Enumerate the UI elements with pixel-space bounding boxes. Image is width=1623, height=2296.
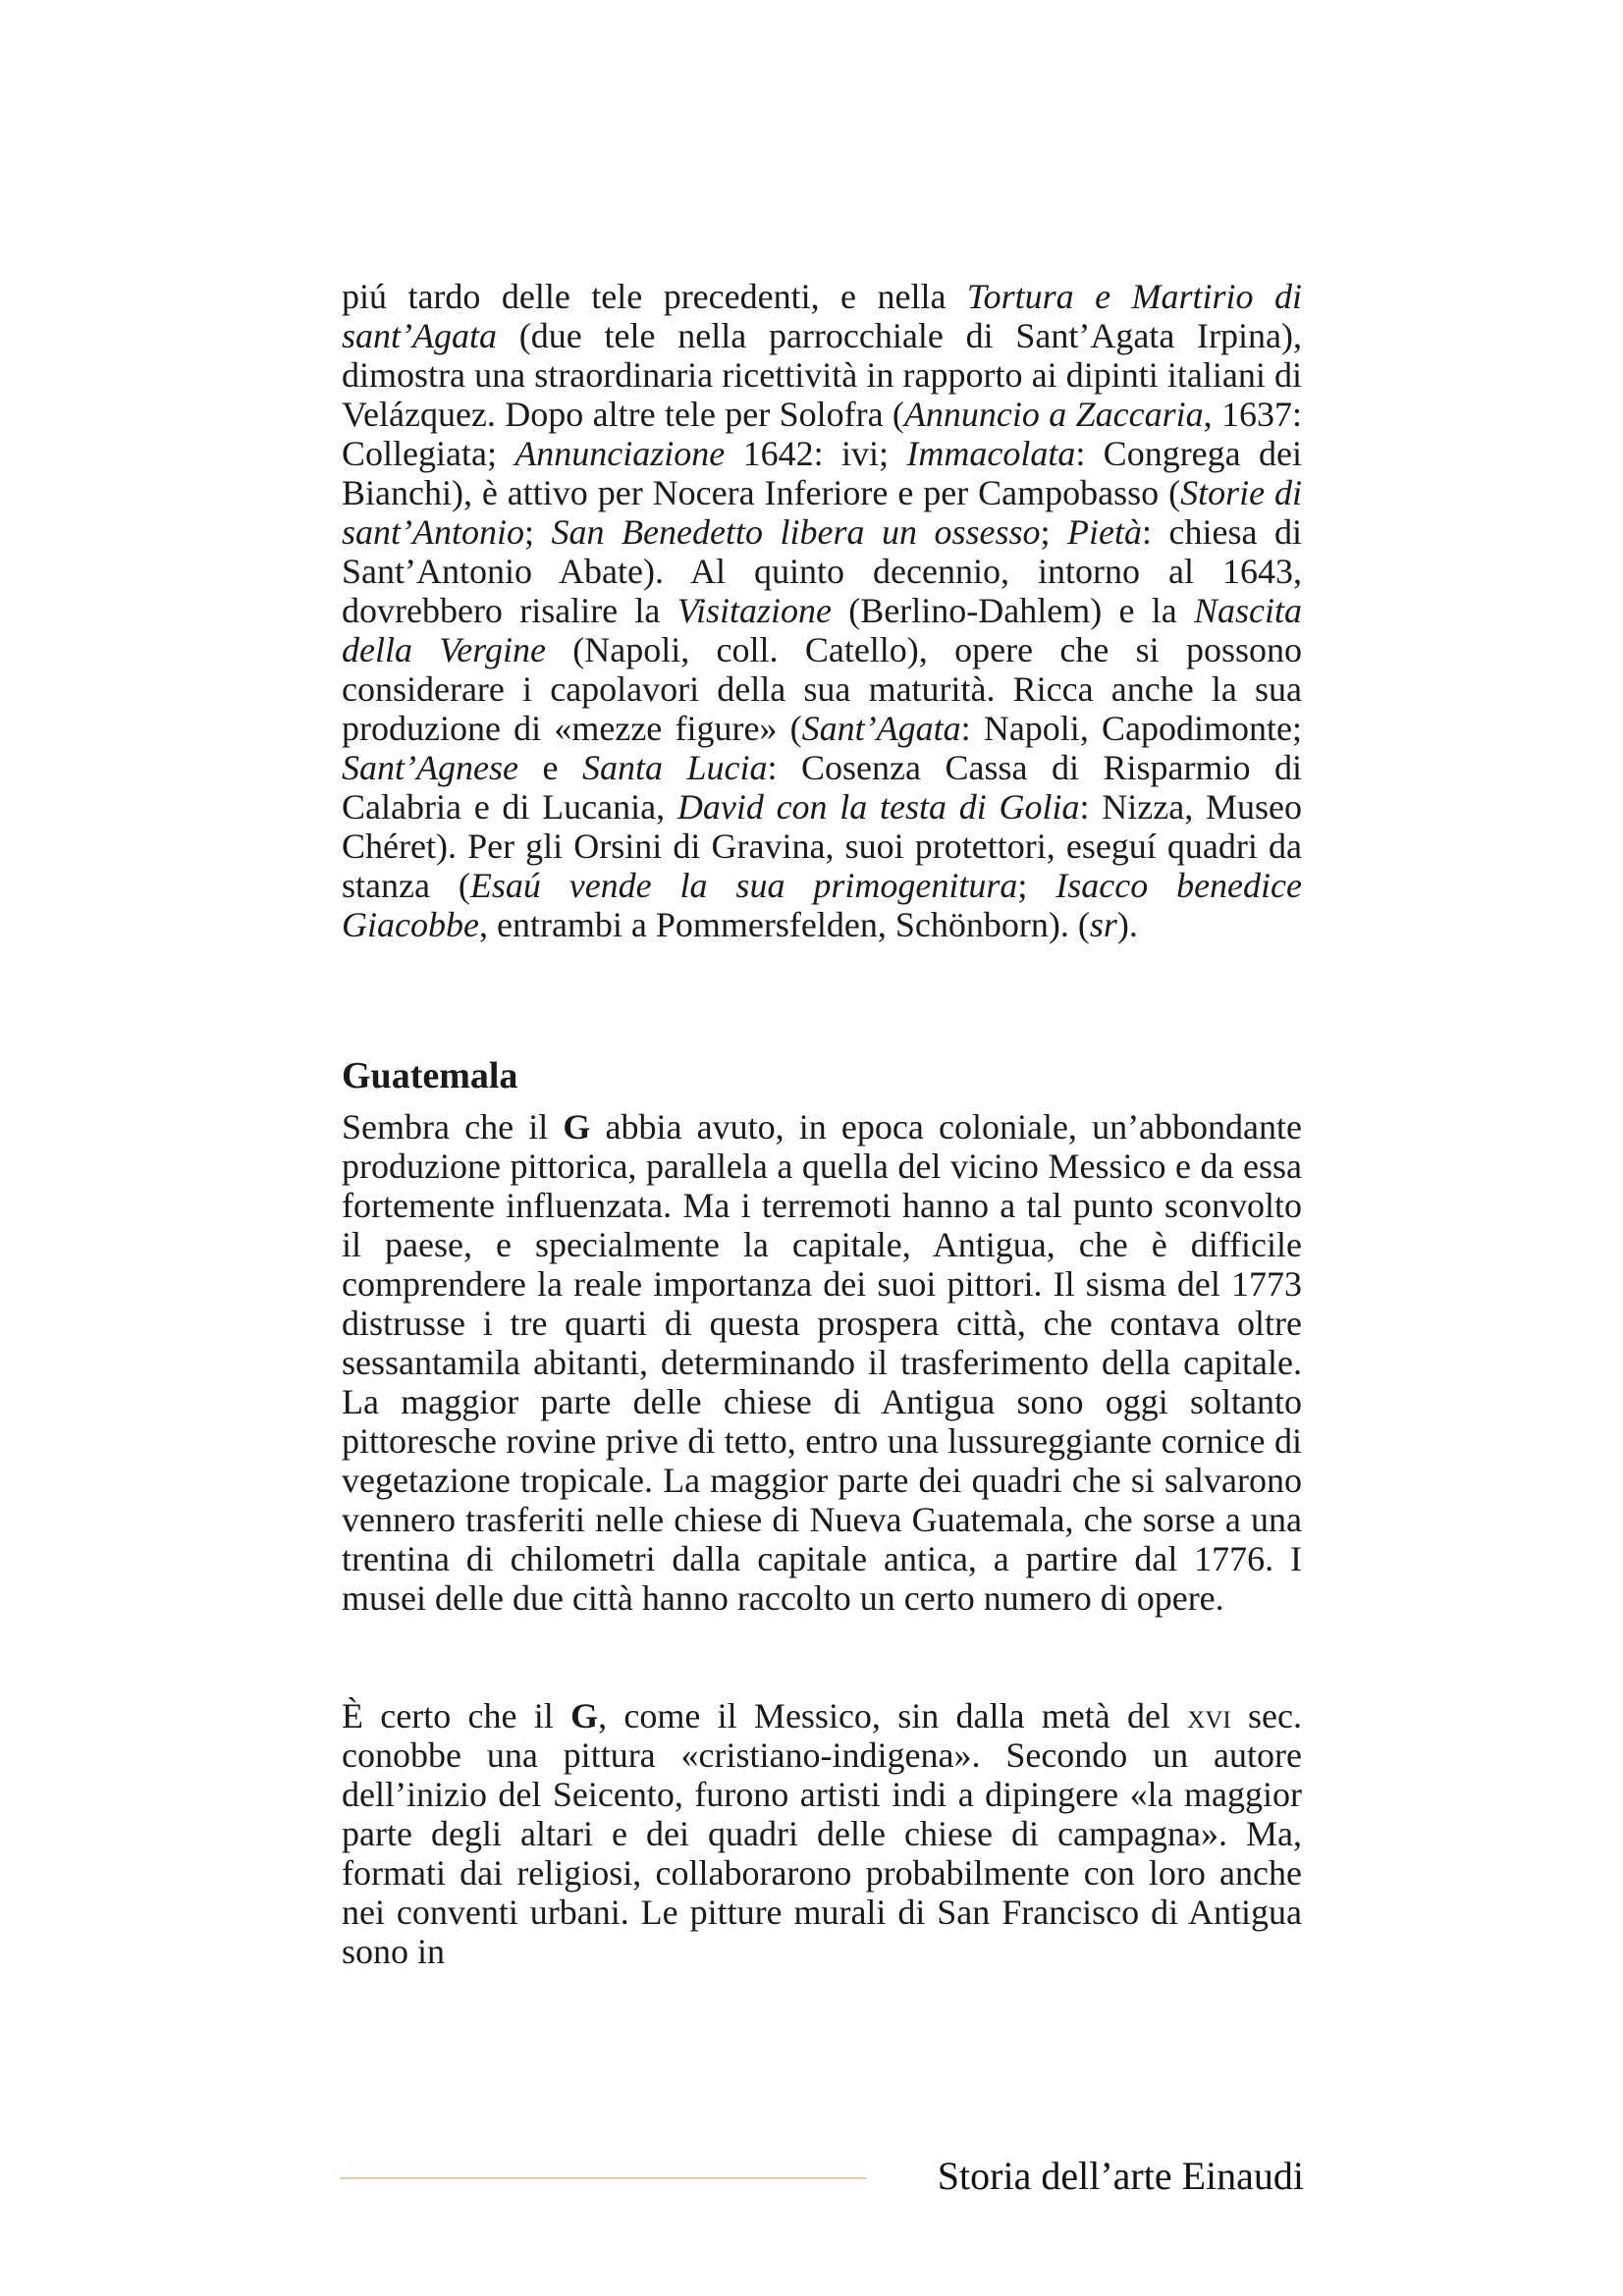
text-run: (Berlino-Dahlem) e la [832, 591, 1194, 630]
text-run: abbia avuto, in epoca coloniale, un’abbondante produzione pittorica, parallela a quella del vicino Messico e da essa fortemente influenzata. Ma i terremoti hanno a tal punto sconvolto il paese, e specialmente la capitale, Antigua, che è difficile comprendere la reale importanza dei suoi pittori. Il sisma del 1773 distrusse i tre quarti di questa prospera città, che contava oltre sessantamila abitanti, determinando il trasferimento della capitale. La maggior parte delle chiese di Antigua sono oggi soltanto pittoresche rovine prive di tetto, entro una lussureggiante cornice di vegetazione tropicale. La maggior parte dei quadri che si salvarono vennero trasferiti nelle chiese di Nueva Guatemala, che sorse a una trentina di chilometri dalla capitale antica, a partire dal 1776. I musei delle due città hanno raccolto un certo numero di opere. [342, 1107, 1302, 1618]
artwork-title: Annuncio a Zaccaria [903, 395, 1204, 434]
artwork-title: Sant’Agata [801, 709, 961, 748]
artwork-title: Isacco benedice Giacobbe [342, 866, 1302, 944]
paragraph-3 [342, 1696, 1302, 1971]
artwork-title: Tortura e Martirio di sant’Agata [342, 277, 1302, 355]
text-run: , entrambi a Pommersfelden, Schönborn). ( [478, 905, 1090, 944]
artwork-title: Esaú vende la sua primogenitura [469, 866, 1018, 905]
paragraph-2 [342, 1107, 1302, 1618]
text-run: ; [524, 512, 552, 552]
artwork-title: Nascita della Vergine [342, 591, 1302, 669]
text-run: ; [1040, 512, 1068, 552]
text-run: sec. conobbe una pittura «cristiano-indigena». Secondo un autore dell’inizio del Seicento, furono artisti indi a dipingere «la maggior parte degli altari e dei quadri delle chiese di campagna». Ma, formati dai religiosi, collaborarono probabilmente con loro anche nei conventi urbani. Le pitture murali di San Francisco di Antigua sono in [342, 1696, 1302, 1971]
artwork-title: San Benedetto libera un ossesso [551, 512, 1041, 552]
paragraph-1 [342, 277, 1302, 944]
text-run: (due tele nella parrocchiale di Sant’Agata Irpina), dimostra una straordinaria ricettività in rapporto ai dipinti italiani di Velázquez. Dopo altre tele per Solofra ( [342, 316, 1302, 434]
text-run: 1642: ivi; [725, 434, 907, 473]
text-run: ; [1017, 866, 1056, 905]
text-run: piú tardo delle tele precedenti, e nella [342, 277, 967, 316]
text-run: È certo che il [342, 1696, 571, 1735]
artwork-title: Immacolata [906, 434, 1076, 473]
text-run: , come il Messico, sin dalla metà del [598, 1696, 1188, 1735]
artwork-title: Storie di sant’Antonio [342, 473, 1302, 552]
century-numeral: xvi [1187, 1696, 1231, 1735]
text-run: : Congrega dei Bianchi), è attivo per Nocera Inferiore e per Campobasso ( [342, 434, 1302, 512]
text-run: : Napoli, Capodimonte; [960, 709, 1302, 748]
text-run: Sembra che il [342, 1107, 564, 1147]
text-run: : Cosenza Cassa di Risparmio di Calabria e di Lucania, [342, 748, 1302, 827]
footer-title: Storia dell’arte Einaudi [937, 2154, 1304, 2198]
footer-rule [340, 2177, 866, 2179]
entry-heading: Guatemala [342, 1055, 518, 1096]
artwork-title: Sant’Agnese [342, 748, 518, 787]
entry-abbreviation: G [570, 1696, 599, 1735]
artwork-title: Santa Lucia [581, 748, 768, 787]
text-run: , 1637: Collegiata; [342, 395, 1302, 473]
text-run: ). [1116, 905, 1138, 944]
text-run: (Napoli, coll. Catello), opere che si possono considerare i capolavori della sua maturità. Ricca anche la sua produzione di «mezze figure» ( [342, 630, 1302, 748]
author-initials: sr [1089, 905, 1117, 944]
text-run: : chiesa di Sant’Antonio Abate). Al quinto decennio, intorno al 1643, dovrebbero risalire la [342, 512, 1302, 630]
artwork-title: David con la testa di Golia [676, 787, 1080, 827]
artwork-title: Pietà [1067, 512, 1142, 552]
text-run: : Nizza, Museo Chéret). Per gli Orsini di Gravina, suoi protettori, eseguí quadri da stanza ( [342, 787, 1302, 905]
text-run: e [517, 748, 582, 787]
entry-abbreviation: G [563, 1107, 591, 1147]
artwork-title: Annunciazione [514, 434, 726, 473]
artwork-title: Visitazione [676, 591, 833, 630]
